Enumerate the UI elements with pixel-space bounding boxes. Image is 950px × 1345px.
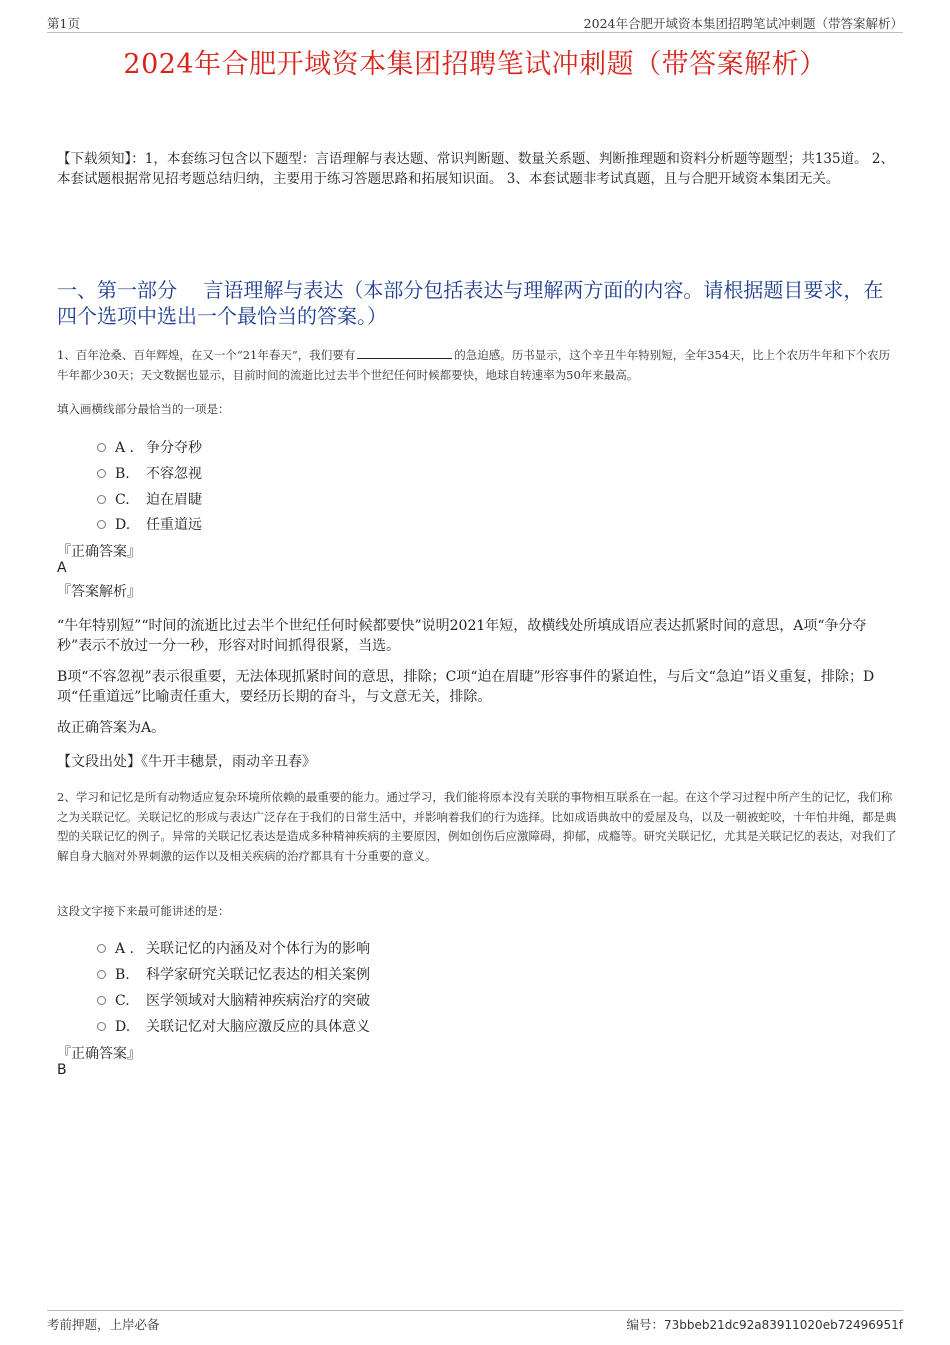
download-notice: 【下载须知】：1，本套练习包含以下题型：言语理解与表达题、常识判断题、数量关系题、判断推理题和资料分析题等题型；共135道。 2、本套试题根据常见招考题总结归纳，主要用于练习答题思路和拓展知识面。 3、本套试题非考试真题，且与合肥开域资本集团无关。 bbox=[57, 151, 894, 187]
footer-code-label: 编号： bbox=[626, 1317, 664, 1332]
radio-icon[interactable] bbox=[97, 469, 106, 478]
option-letter: D. bbox=[115, 517, 131, 533]
question-1-stem bbox=[57, 346, 899, 385]
option-text: 关联记忆对大脑应激反应的具体意义 bbox=[146, 1019, 370, 1035]
page-footer bbox=[47, 1310, 903, 1334]
q1-option-c[interactable] bbox=[97, 489, 202, 509]
q1-answer-label: 『正确答案』 bbox=[57, 544, 141, 560]
footer-code bbox=[626, 1315, 903, 1333]
option-text: 任重道远 bbox=[146, 517, 202, 533]
option-letter: D. bbox=[115, 1019, 131, 1035]
radio-icon[interactable] bbox=[97, 443, 106, 452]
q2-option-b[interactable] bbox=[97, 964, 370, 984]
q2-option-c[interactable] bbox=[97, 990, 370, 1010]
radio-icon[interactable] bbox=[97, 495, 106, 504]
option-text: 关联记忆的内涵及对个体行为的影响 bbox=[146, 941, 370, 957]
radio-icon[interactable] bbox=[97, 1022, 106, 1031]
option-text: 科学家研究关联记忆表达的相关案例 bbox=[146, 967, 370, 983]
q1-answer-value: A bbox=[57, 560, 67, 576]
question-2-stem: 2、学习和记忆是所有动物适应复杂环境所依赖的最重要的能力。通过学习，我们能将原本没有关联的事物相互联系在一起。在这个学习过程中所产生的记忆，我们称之为关联记忆。关联记忆的形成与表达广泛存在于我们的日常生活中，并影响着我们的行为选择。比如成语典故中的爱屋及乌，以及一朝被蛇咬，十年怕井绳，都是典型的关联记忆的例子。异常的关联记忆表达是造成多种精神疾病的主要原因，例如创伤后应激障碍，抑郁，成瘾等。研究关联记忆，尤其是关联记忆的表达，对我们了解自身大脑对外界刺激的运作以及相关疾病的治疗都具有十分重要的意义。 bbox=[57, 790, 897, 863]
option-letter: C. bbox=[115, 492, 130, 508]
option-text: 迫在眉睫 bbox=[146, 492, 202, 508]
q2-option-d[interactable] bbox=[97, 1016, 370, 1036]
header-doc-title: 2024年合肥开域资本集团招聘笔试冲刺题（带答案解析） bbox=[583, 16, 903, 31]
q1-option-d[interactable] bbox=[97, 514, 202, 534]
radio-icon[interactable] bbox=[97, 996, 106, 1005]
option-text: 争分夺秒 bbox=[146, 440, 202, 456]
q1-source: 【文段出处】《牛开丰穗景，雨动辛丑春》 bbox=[57, 754, 316, 770]
radio-icon[interactable] bbox=[97, 944, 106, 953]
page-header bbox=[47, 14, 903, 33]
footer-code-value: 73bbeb21dc92a83911020eb72496951f bbox=[664, 1318, 903, 1332]
page-number-label: 第1页 bbox=[47, 16, 80, 31]
q1-stem-pre: 1、百年沧桑、百年辉煌，在又一个“21年春天”，我们要有 bbox=[57, 348, 356, 362]
q1-analysis-label: 『答案解析』 bbox=[57, 584, 141, 600]
q2-option-a[interactable] bbox=[97, 938, 370, 958]
footer-slogan: 考前押题，上岸必备 bbox=[47, 1317, 160, 1332]
section-heading: 一、第一部分 言语理解与表达（本部分包括表达与理解两方面的内容。请根据题目要求，在四个选项中选出一个最恰当的答案。） bbox=[57, 278, 884, 328]
option-letter: A . bbox=[115, 941, 135, 957]
q1-conclusion: 故正确答案为A。 bbox=[57, 720, 166, 736]
q2-answer-label: 『正确答案』 bbox=[57, 1046, 141, 1062]
question-1-prompt: 填入画横线部分最恰当的一项是： bbox=[57, 402, 230, 416]
option-letter: A . bbox=[115, 440, 135, 456]
q1-analysis-paragraph-2: B项“不容忽视”表示很重要，无法体现抓紧时间的意思，排除；C项“迫在眉睫”形容事件的紧迫性，与后文“急迫”语义重复，排除；D项“任重道远”比喻责任重大，要经历长期的奋斗，与文意无关，排除。 bbox=[57, 669, 875, 705]
option-letter: B. bbox=[115, 967, 130, 983]
q1-stem-post: 的急迫感。历书显示，这个辛丑牛年特别短，全年354天，比上个农历牛年和下个农历牛年都少30天；天文数据也显示，目前时间的流逝比过去半个世纪任何时候都要快，地球自转速率为50年来最高。 bbox=[57, 348, 891, 382]
radio-icon[interactable] bbox=[97, 520, 106, 529]
q1-analysis-paragraph-1: “牛年特别短”“时间的流逝比过去半个世纪任何时候都要快”说明2021年短，故横线处所填成语应表达抓紧时间的意思，A项“争分夺秒”表示不放过一分一秒，形容对时间抓得很紧，当选。 bbox=[57, 618, 867, 654]
q1-option-b[interactable] bbox=[97, 463, 202, 483]
radio-icon[interactable] bbox=[97, 970, 106, 979]
fill-blank-underline bbox=[357, 346, 452, 359]
option-letter: B. bbox=[115, 466, 130, 482]
option-letter: C. bbox=[115, 993, 130, 1009]
q1-option-a[interactable] bbox=[97, 437, 202, 457]
question-2-prompt: 这段文字接下来最可能讲述的是： bbox=[57, 904, 230, 918]
q2-answer-value: B bbox=[57, 1062, 67, 1078]
option-text: 不容忽视 bbox=[146, 466, 202, 482]
option-text: 医学领域对大脑精神疾病治疗的突破 bbox=[146, 993, 370, 1009]
document-title: 2024年合肥开域资本集团招聘笔试冲刺题（带答案解析） bbox=[123, 49, 827, 80]
